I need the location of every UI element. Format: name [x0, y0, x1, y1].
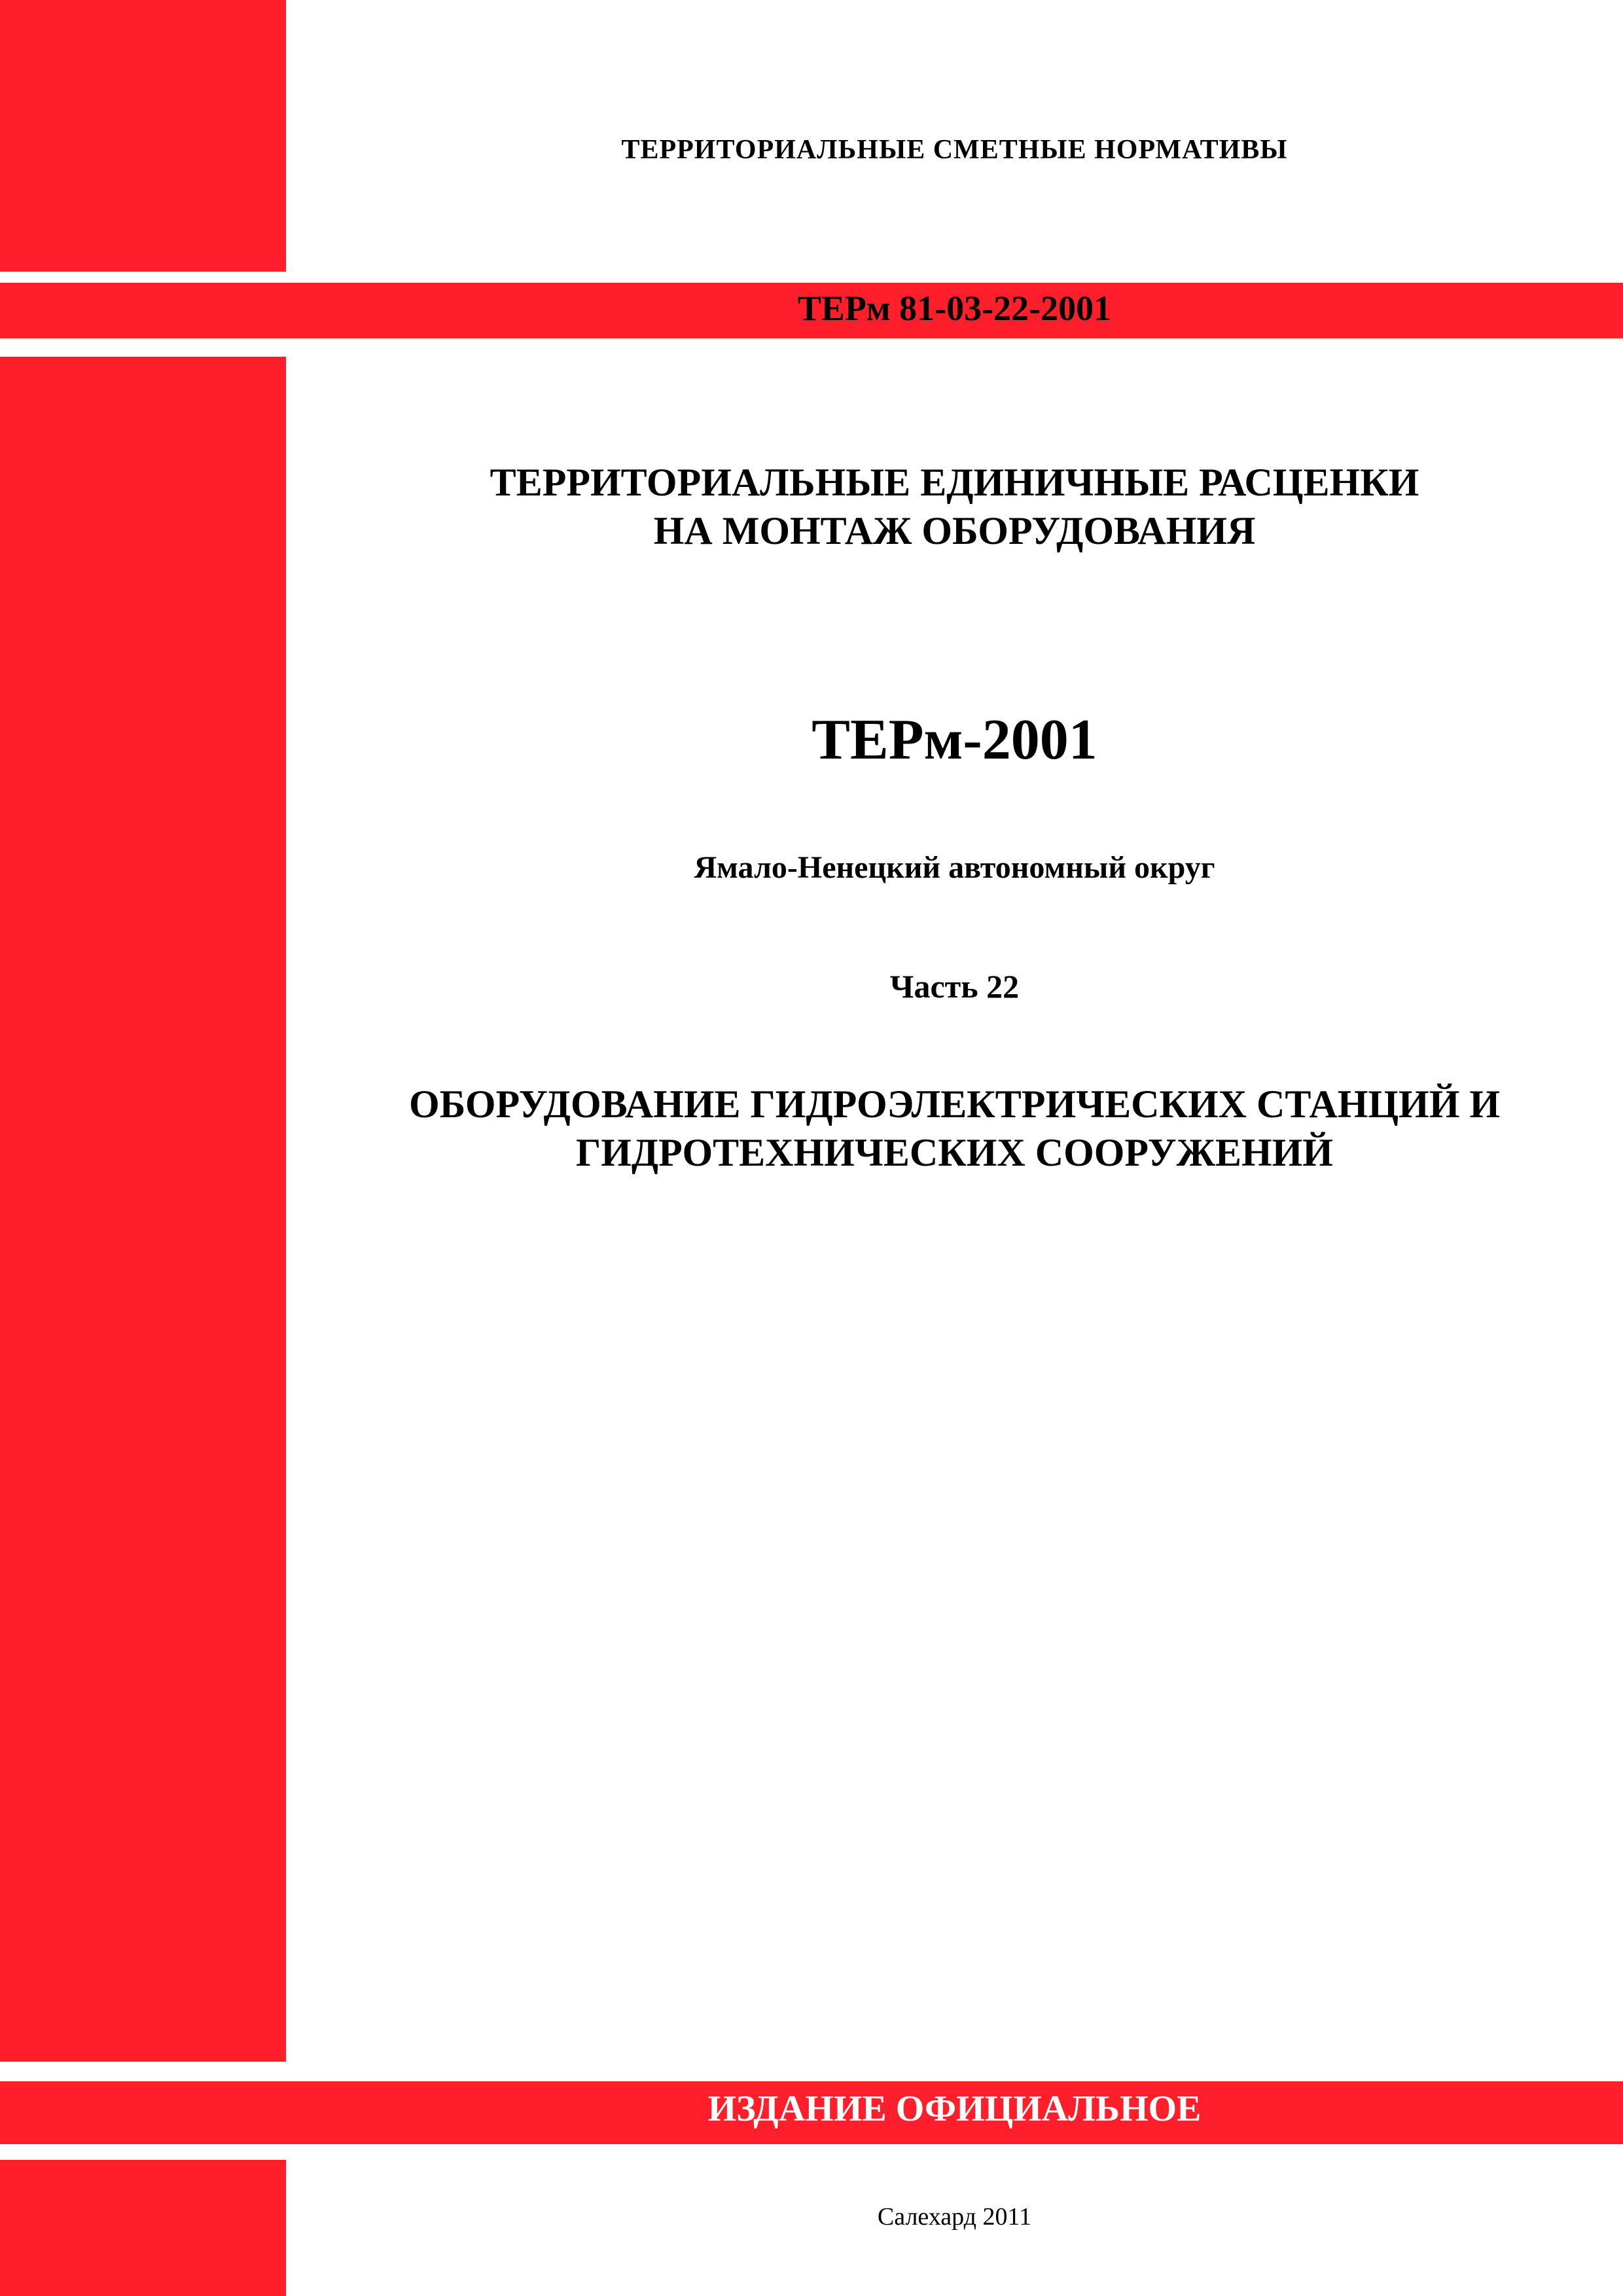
region: Ямало-Ненецкий автономный округ [694, 850, 1215, 885]
subject-title-line-2: ГИДРОТЕХНИЧЕСКИХ СООРУЖЕНИЙ [576, 1131, 1333, 1174]
main-title-line-1: ТЕРРИТОРИАЛЬНЫЕ ЕДИНИЧНЫЕ РАСЦЕНКИ [490, 461, 1419, 504]
part-number: Часть 22 [889, 968, 1020, 1005]
series-title: ТЕРРИТОРИАЛЬНЫЕ СМЕТНЫЕ НОРМАТИВЫ [621, 135, 1288, 165]
short-code: ТЕРм-2001 [812, 708, 1097, 772]
main-title-line-2: НА МОНТАЖ ОБОРУДОВАНИЯ [653, 509, 1256, 552]
left-red-stripe-middle [0, 357, 286, 2062]
imprint: Салехард 2011 [877, 2203, 1032, 2231]
edition-label: ИЗДАНИЕ ОФИЦИАЛЬНОЕ [707, 2089, 1202, 2129]
subject-title-line-1: ОБОРУДОВАНИЕ ГИДРОЭЛЕКТРИЧЕСКИХ СТАНЦИЙ И [408, 1083, 1501, 1126]
subject-title [286, 1080, 1623, 1177]
left-red-stripe-top [0, 0, 286, 272]
left-red-stripe-bottom [0, 2160, 286, 2296]
main-title [286, 458, 1623, 555]
document-code: ТЕРм 81-03-22-2001 [797, 289, 1112, 328]
